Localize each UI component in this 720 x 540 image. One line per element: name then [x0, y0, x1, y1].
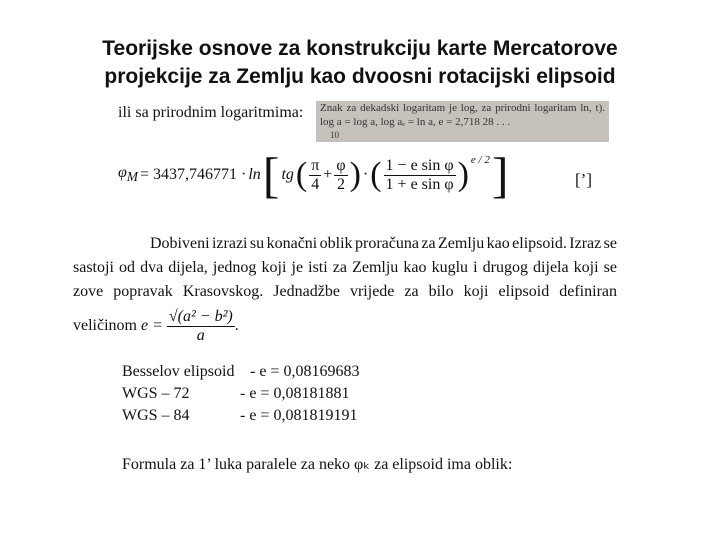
num: φ — [336, 156, 346, 174]
period: . — [234, 317, 239, 335]
plus: + — [323, 166, 333, 183]
pi-over-4 — [309, 157, 321, 194]
den: 1 + e sin φ — [385, 175, 454, 193]
phi-over-2 — [334, 157, 347, 194]
intro-text: ili sa prirodnim logaritmima: — [118, 104, 304, 121]
phi-m — [118, 164, 138, 185]
phi-symbol: φ — [118, 164, 127, 182]
exponent: e / 2 — [470, 154, 490, 166]
bracket-right: ] — [491, 147, 509, 203]
den: 4 — [311, 175, 320, 193]
ellipsoid-value: - e = 0,08169683 — [250, 363, 360, 380]
eccentricity-fraction — [167, 308, 235, 345]
paren: ) — [457, 156, 469, 193]
paren: ) — [349, 156, 361, 193]
dot: · — [362, 166, 369, 183]
num: √(a² − b²) — [168, 308, 233, 325]
slide-title-line2: projekcije za Zemlju kao dvoosni rotacijski elipsoid — [104, 65, 616, 88]
den: a — [196, 327, 205, 344]
den: 2 — [336, 175, 345, 193]
ellipsoid-value: - e = 0,081819191 — [240, 407, 358, 424]
ellipsoid-name: WGS – 72 — [122, 385, 190, 402]
scan-line1: Znak za dekadski logaritam je log, za prirodni logaritam ln, t). — [320, 102, 605, 114]
correction-fraction — [384, 157, 456, 194]
ellipsoid-value: - e = 0,08181881 — [240, 385, 350, 402]
footer-text: Formula za 1’ luka paralele za neko φₖ za elipsoid ima oblik: — [122, 456, 513, 473]
scan-line2: log a = log a, log aₑ = ln a, e = 2,718 28 . . . — [320, 116, 511, 128]
slide-title-line1: Teorijske osnove za konstrukciju karte Mercatorove — [102, 37, 618, 60]
constant: = 3437,746771 · — [139, 166, 247, 183]
unit-minutes: [’] — [575, 170, 592, 189]
scanned-excerpt — [316, 101, 609, 142]
paren: ( — [370, 156, 382, 193]
paragraph-line1: Dobiveni izrazi su konačni oblik proračuna za Zemlju kao elipsoid. Izraz se — [150, 235, 618, 252]
ellipsoid-name: Besselov elipsoid — [122, 363, 235, 380]
eccentricity-definition — [73, 308, 239, 345]
paragraph-line2: sastoji od dva dijela, jednog koji je isti za Zemlju kao kuglu i drugog dijela koji se — [73, 259, 617, 276]
ellipsoid-name: WGS – 84 — [122, 407, 190, 424]
paragraph-line3: zove popravak Krasovskog. Jednadžbe vrijede za bilo koji elipsoid definiran — [73, 283, 617, 300]
ln-symbol: ln — [248, 166, 261, 183]
num: π — [311, 156, 320, 174]
label: veličinom — [73, 317, 141, 335]
num: 1 − e sin φ — [385, 156, 454, 174]
bracket-left: [ — [262, 147, 280, 203]
scan-subscript: 10 — [330, 130, 339, 140]
mercator-formula — [118, 147, 509, 203]
paren: ( — [295, 156, 308, 193]
e-symbol: e = — [140, 317, 163, 335]
tg-symbol: tg — [281, 166, 294, 183]
subscript-m: M — [126, 169, 138, 185]
